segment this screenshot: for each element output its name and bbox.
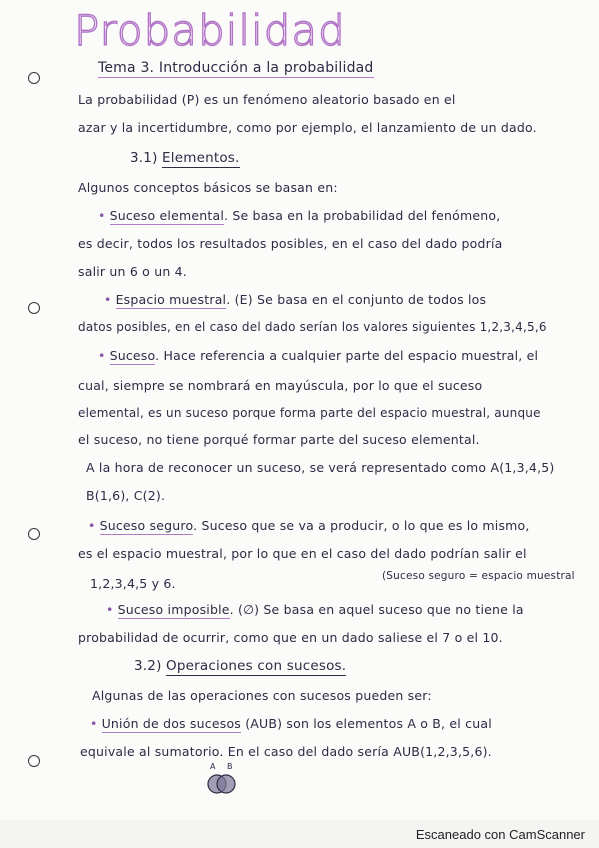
venn-diagram (205, 760, 239, 796)
suceso-line-6: B(1,6), C(2). (86, 488, 166, 503)
suceso-elemental-line-3: salir un 6 o un 4. (78, 264, 187, 279)
scanner-watermark: Escaneado con CamScanner (415, 827, 585, 842)
section-operations-heading: 3.2) Operaciones con sucesos. (134, 658, 347, 674)
espacio-muestral-line-2: datos posibles, en el caso del dado serían los valores siguientes 1,2,3,4,5,6 (78, 320, 547, 334)
suceso-line-2: cual, siempre se nombrará en mayúscula, por lo que el suceso (78, 378, 483, 393)
suceso-seguro-line-2: es el espacio muestral, por lo que en el caso del dado podrían salir el (78, 546, 527, 561)
suceso-elemental-line-2: es decir, todos los resultados posibles, en el caso del dado podría (78, 236, 503, 251)
suceso-seguro-side-note: (Suceso seguro = espacio muestral (382, 570, 575, 582)
suceso-imposible-line-1: • Suceso imposible. (∅) Se basa en aquel suceso que no tiene la (106, 602, 524, 617)
topic-heading: Tema 3. Introducción a la probabilidad (98, 60, 374, 76)
suceso-line-3: elemental, es un suceso porque forma parte del espacio muestral, aunque (78, 406, 541, 420)
suceso-seguro-line-1: • Suceso seguro. Suceso que se va a producir, o lo que es lo mismo, (88, 518, 530, 533)
elements-intro: Algunos conceptos básicos se basan en: (78, 180, 338, 195)
suceso-seguro-line-3: 1,2,3,4,5 y 6. (90, 576, 176, 591)
bullet-icon: • (88, 518, 96, 533)
espacio-muestral-line-1: • Espacio muestral. (E) Se basa en el conjunto de todos los (104, 292, 487, 307)
binder-hole (28, 72, 40, 84)
bullet-icon: • (98, 348, 106, 363)
binder-hole (28, 528, 40, 540)
suceso-line-1: • Suceso. Hace referencia a cualquier parte del espacio muestral, el (98, 348, 539, 363)
union-line-1: • Unión de dos sucesos (AUB) son los elementos A o B, el cual (90, 716, 492, 731)
venn-label-b: B (227, 762, 233, 771)
union-line-2: equivale al sumatorio. En el caso del dado sería AUB(1,2,3,5,6). (80, 744, 492, 759)
binder-hole (28, 302, 40, 314)
venn-icon (205, 760, 239, 796)
bullet-icon: • (104, 292, 112, 307)
bullet-icon: • (98, 208, 106, 223)
suceso-elemental-line-1: • Suceso elemental. Se basa en la probabilidad del fenómeno, (98, 208, 501, 223)
intro-line-2: azar y la incertidumbre, como por ejemplo, el lanzamiento de un dado. (78, 120, 537, 135)
bullet-icon: • (106, 602, 114, 617)
binder-hole (28, 755, 40, 767)
venn-label-a: A (210, 762, 216, 771)
suceso-imposible-line-2: probabilidad de ocurrir, como que en un dado saliese el 7 o el 10. (78, 630, 503, 645)
suceso-line-5: A la hora de reconocer un suceso, se verá representado como A(1,3,4,5) (86, 460, 555, 475)
section-elements-heading: 3.1) Elementos. (130, 150, 240, 166)
page-title: Probabilidad (74, 6, 346, 55)
intro-line-1: La probabilidad (P) es un fenómeno aleatorio basado en el (78, 92, 456, 107)
operations-intro: Algunas de las operaciones con sucesos pueden ser: (92, 688, 432, 703)
suceso-line-4: el suceso, no tiene porqué formar parte del suceso elemental. (78, 432, 480, 447)
bullet-icon: • (90, 716, 98, 731)
